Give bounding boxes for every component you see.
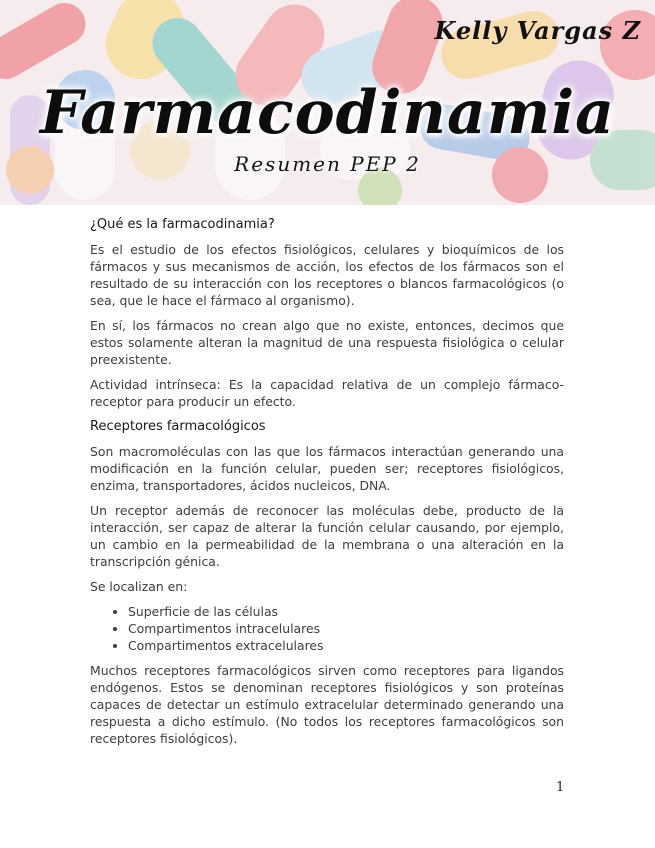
paragraph-physiological-receptors: Muchos receptores farmacológicos sirven como receptores para ligandos endógenos. Estos se denominan receptores fisiológicos y son proteínas capaces de detectar un estímulo extracelular determinado generando una respuesta a dicho estímulo. (No todos los receptores farmacológicos son receptores fisiológicos). [90, 663, 564, 746]
page-subtitle: Resumen PEP 2 [234, 152, 421, 176]
paragraph-location-intro: Se localizan en: [90, 579, 188, 594]
document-body [90, 216, 564, 755]
heading-what-is: ¿Qué es la farmacodinamia? [90, 217, 275, 232]
paragraph-macromolecules: Son macromoléculas con las que los fármacos interactúan generando una modificación en la función celular, pueden ser; receptores fisiológicos, enzima, transportadores, ácidos nucleicos, DNA. [90, 444, 564, 493]
paragraph-intrinsic-activity: Actividad intrínseca: Es la capacidad relativa de un complejo fármaco-receptor para producir un efecto. [90, 377, 564, 409]
paragraph-definition: Es el estudio de los efectos fisiológicos, celulares y bioquímicos de los fármacos y sus mecanismos de acción, los efectos de los fármacos son el resultado de su interacción con los receptores o blancos farmacológicos (o sea, que le hace el fármaco al organismo). [90, 242, 564, 308]
page-title: Farmacodinamia [39, 78, 616, 148]
list-item: • Compartimentos intracelulares [128, 620, 564, 637]
header-banner [0, 0, 655, 205]
location-list [90, 603, 564, 654]
paragraph-receptor-function: Un receptor además de reconocer las moléculas debe, producto de la interacción, ser capaz de alterar la función celular causando, por ejemplo, un cambio en la permeabilidad de la membrana o una alteración en la transcripción génica. [90, 503, 564, 569]
list-item: • Superficie de las células [128, 603, 564, 620]
author-name: Kelly Vargas Z [434, 16, 641, 45]
list-item: • Compartimentos extracelulares [128, 637, 564, 654]
paragraph-alteration: En sí, los fármacos no crean algo que no existe, entonces, decimos que estos solamente alteran la magnitud de una respuesta fisiológica o celular preexistente. [90, 318, 564, 367]
heading-receptors: Receptores farmacológicos [90, 419, 266, 434]
page-number: 1 [556, 780, 565, 795]
